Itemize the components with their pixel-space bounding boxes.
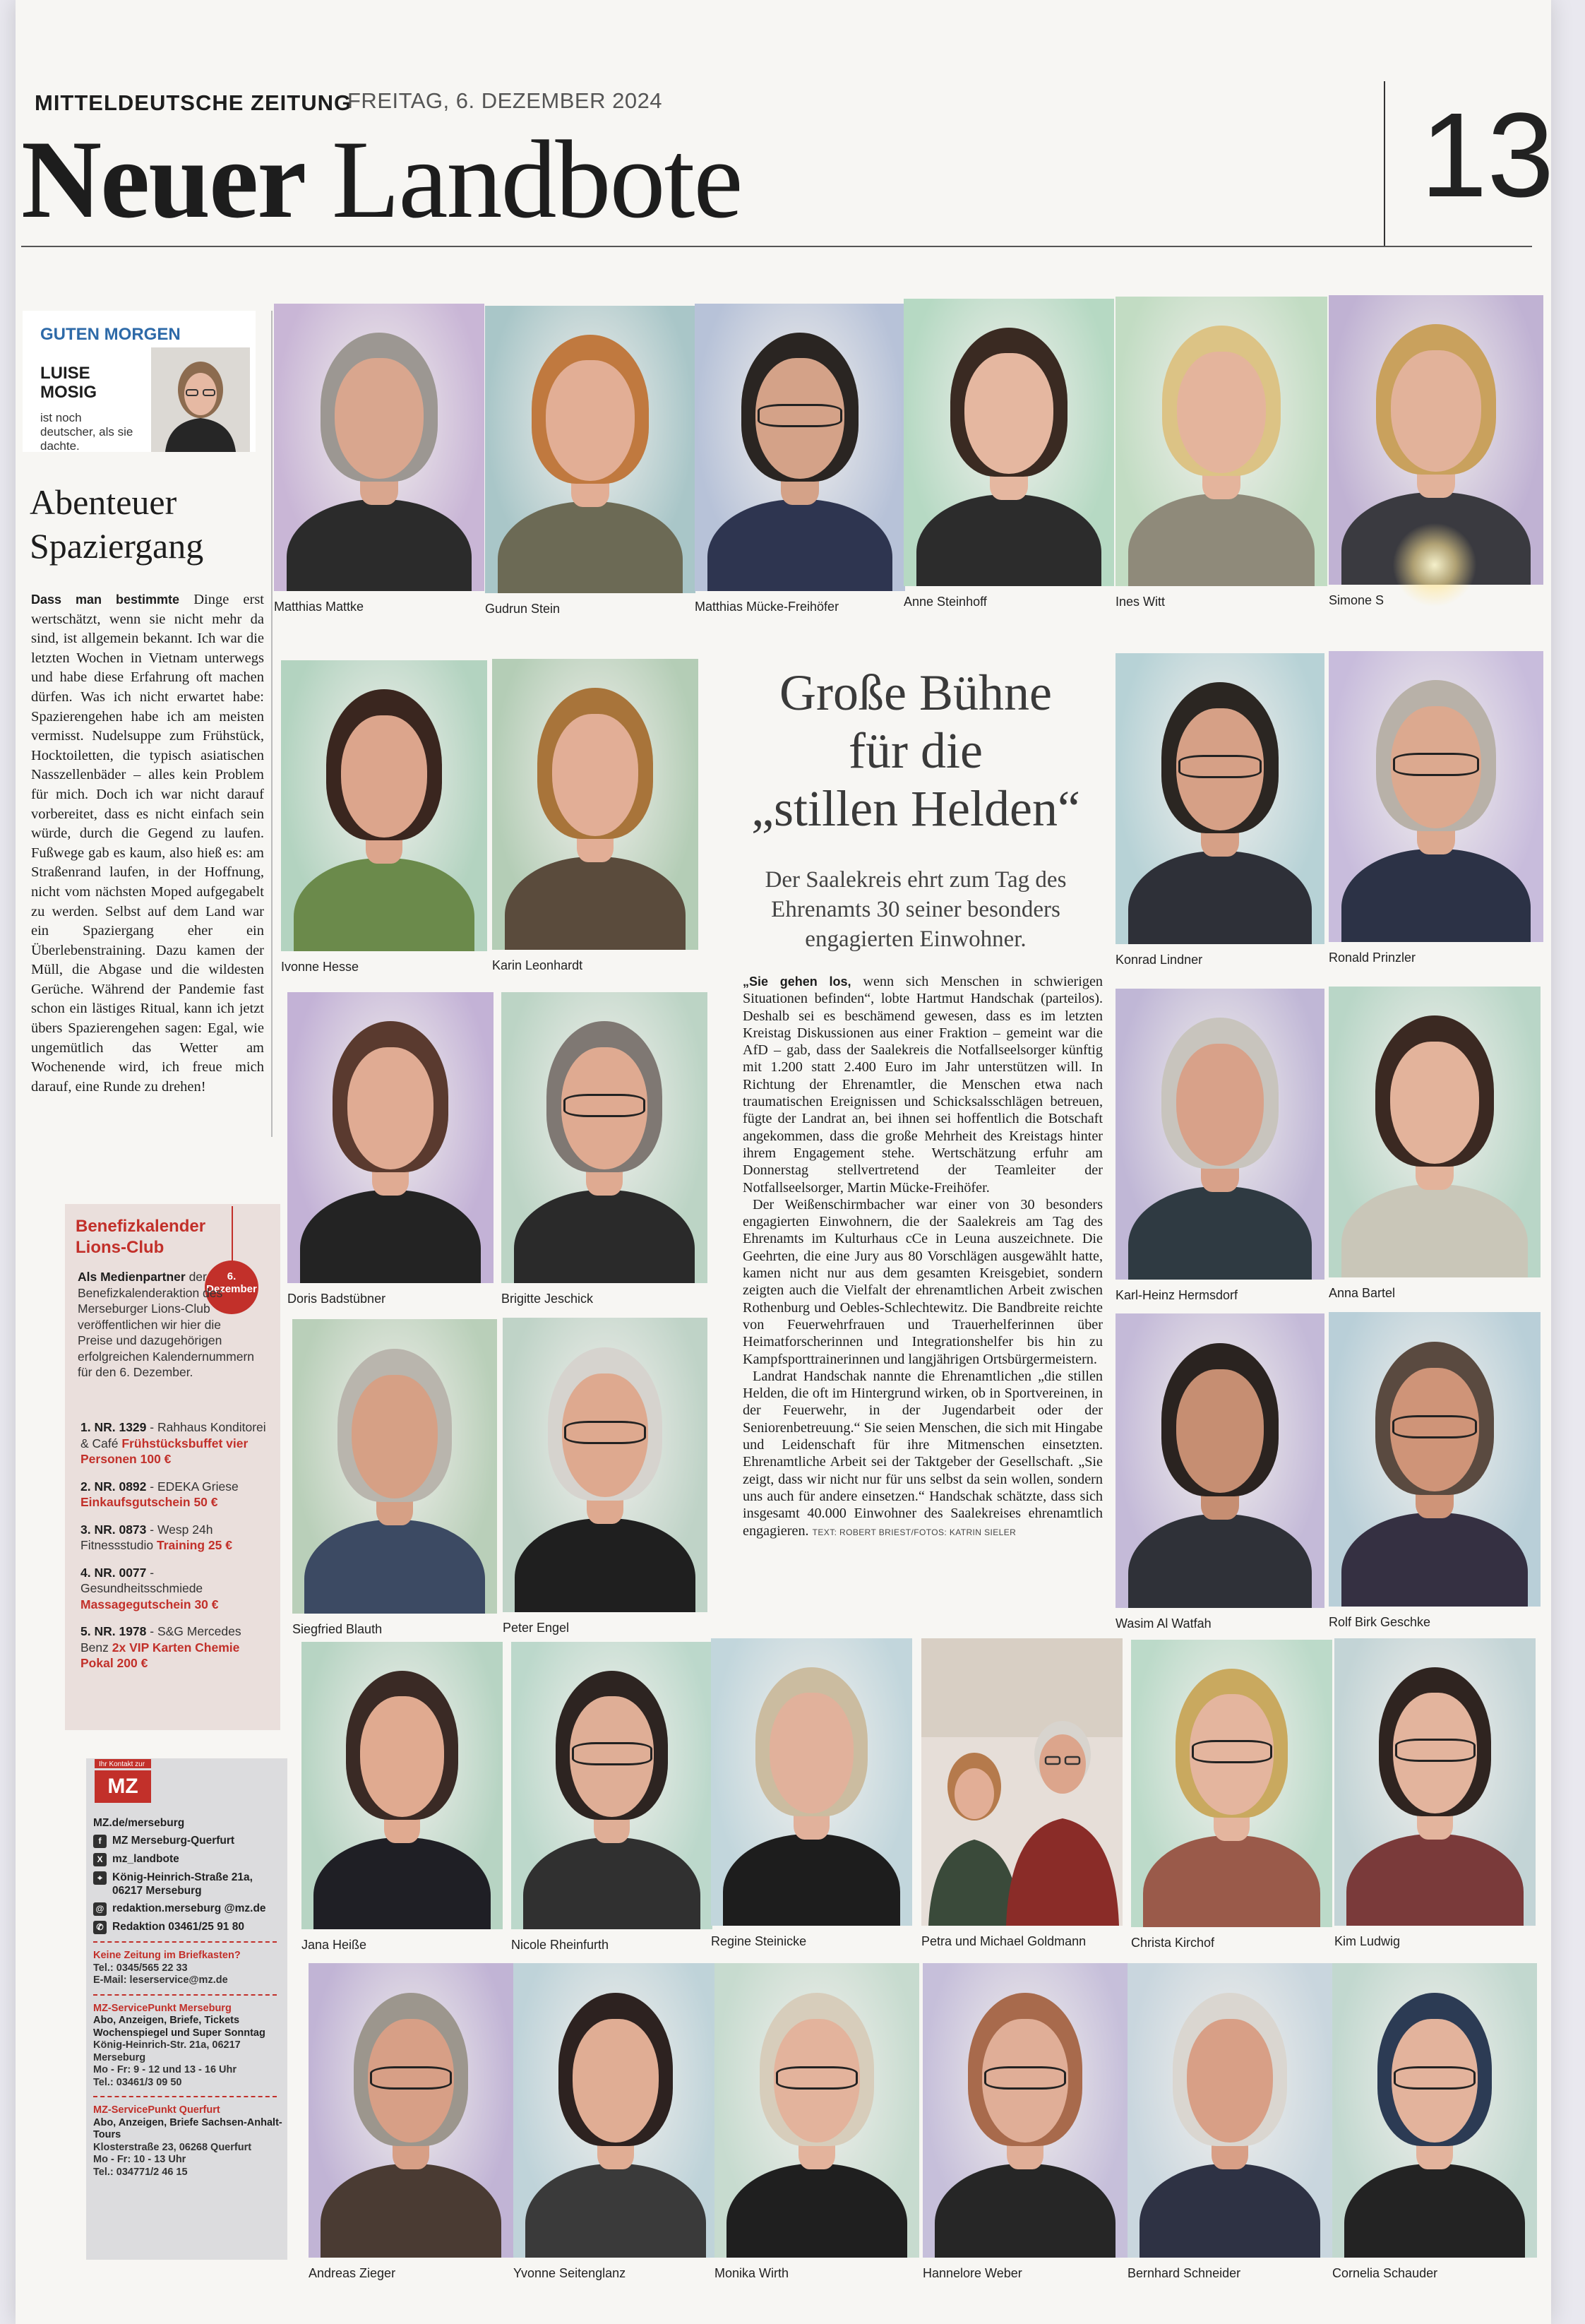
article-title-line: Große Bühne [779, 665, 1052, 721]
honoree-portrait [1116, 297, 1327, 613]
honoree-portrait [1329, 1312, 1541, 1633]
portrait-photo [287, 992, 494, 1283]
portrait-caption: Simone S [1329, 593, 1384, 607]
delivery-info [93, 1950, 284, 1987]
portrait-photo [513, 1963, 718, 2258]
author-photo [151, 347, 250, 452]
portrait-photo [923, 1963, 1128, 2258]
service-items: Abo, Anzeigen, Briefe Sachsen-Anhalt-Tours [93, 2116, 282, 2140]
issue-date: FREITAG, 6. DEZEMBER 2024 [347, 88, 663, 113]
column-lead: Dass man bestimmte [31, 592, 180, 607]
location-icon: ⌖ [93, 1871, 107, 1885]
contact-divider [93, 2096, 277, 2097]
portrait-face [546, 360, 634, 481]
prize-sponsor: - EDEKA Griese [150, 1479, 239, 1494]
honoree-portrait [904, 299, 1114, 613]
portrait-glasses [776, 2066, 858, 2090]
honoree-portrait [513, 1963, 718, 2284]
contact-list [93, 1816, 284, 2184]
honoree-portrait-couple [921, 1638, 1123, 1953]
portrait-caption: Matthias Mücke-Freihöfer [695, 600, 839, 614]
honoree-portrait [714, 1963, 919, 2284]
benefiz-intro-text: der Benefizkalenderaktion des Merseburger Lions-Club veröffentlichen wir hier die Preise und dazugehörigen erfolgreichen Kalendernummern für den 6. Dezember. [78, 1270, 254, 1379]
column-text [31, 590, 264, 1097]
portrait-caption: Gudrun Stein [485, 602, 561, 616]
honoree-portrait [281, 660, 487, 978]
portrait-caption: Rolf Birk Geschke [1329, 1615, 1431, 1629]
portrait-caption: Regine Steinicke [711, 1934, 807, 1948]
portrait-caption: Brigitte Jeschick [501, 1292, 594, 1306]
portrait-face [964, 353, 1053, 474]
prize-sponsor: - S&G Mercedes Benz [80, 1624, 241, 1655]
portrait-photo [1332, 1963, 1537, 2258]
contact-phone[interactable] [93, 1920, 284, 1934]
portrait-glasses [1394, 2066, 1476, 2090]
honoree-portrait [695, 304, 905, 618]
portrait-face [1390, 1042, 1479, 1164]
contact-text: König-Heinrich-Straße 21a, 06217 Merseburg [112, 1871, 253, 1897]
portrait-face [552, 714, 639, 836]
portrait-face [1177, 352, 1266, 473]
section-title-light: Landbote [331, 118, 742, 242]
portrait-photo [1116, 297, 1327, 586]
portrait-face [341, 715, 428, 838]
portrait-glasses [1393, 753, 1479, 776]
portrait-photo [301, 1642, 503, 1929]
author-portrait-image [151, 347, 250, 452]
portrait-glasses [564, 1421, 646, 1444]
portrait-photo [1116, 653, 1324, 944]
portrait-photo [292, 1319, 497, 1614]
portrait-glasses [370, 2066, 452, 2090]
benefiz-intro-bold: Als Medienpartner [78, 1270, 186, 1284]
prize-value: Einkaufsgutschein 50 € [80, 1495, 218, 1509]
benefiz-intro [78, 1269, 254, 1381]
portrait-photo [1128, 1963, 1332, 2258]
email-icon: @ [93, 1902, 107, 1916]
date-badge-month: Dezember [206, 1283, 257, 1295]
honoree-portrait [923, 1963, 1128, 2284]
portrait-caption: Ines Witt [1116, 595, 1166, 609]
author-last-name: MOSIG [40, 383, 97, 402]
portrait-caption: Wasim Al Watfah [1116, 1616, 1212, 1631]
prize-value: Frühstücksbuffet vier Personen 100 € [80, 1436, 249, 1466]
camera-flash-glare [1392, 523, 1477, 607]
service-hours: Mo - Fr: 10 - 13 Uhr [93, 2154, 186, 2165]
honoree-portrait [1329, 987, 1541, 1304]
x-icon: X [93, 1853, 107, 1866]
portrait-photo [921, 1638, 1123, 1926]
contact-kicker: Ihr Kontakt zur [95, 1759, 151, 1768]
column-body: Dinge erst wertschätzt, wenn sie nicht mehr da sind, ist allgemein bekannt. Ich war die letzten Wochen in Vietnam unterwegs und habe diese Erfahrung oft machen dürfen. Was ich nicht erwartet habe: Spazierengehen habe ich am meisten vermisst. Nudelsuppe zum Frühstück, Hocktoiletten, die typisch asiatischen Nasszellenbäder – alles kein Problem für mich. Doch ich war nicht darauf vorbereitet, dass es nicht einfach sein würde, durch die Gegend zu laufen. Fußwege gab es kaum, also hieß es: am Straßenrand laufen, in der Hoffnung, nicht vom nächsten Moped aufgegabelt zu werden. Selbst auf dem Land war ein Spaziergang eher ein Überlebenstraining. Dazu kamen der Müll, die Abgase und die wildesten Gerüche. Während der Pandemie fast schon ein lästiges Ritual, kann ich jetzt übers Spazierengehen sagen: Egal, wie ungemütlich das Wetter am Wochenende wird, ich freue mich darauf, eine Runde zu drehen! [31, 592, 265, 1095]
article-lead: „Sie gehen los, [743, 975, 851, 989]
portrait-glasses [1395, 1739, 1476, 1762]
honoree-portrait [485, 306, 695, 620]
prize-sponsor: - Wesp 24h Fitnessstudio [80, 1522, 213, 1552]
honoree-portrait [1116, 989, 1324, 1306]
portrait-face [352, 1375, 438, 1498]
honoree-portrait [501, 992, 707, 1310]
portrait-face [1187, 2019, 1273, 2143]
prize-sponsor: - Gesundheitsschmiede [80, 1565, 203, 1595]
newspaper-page [16, 0, 1555, 2324]
portrait-caption: Yvonne Seitenglanz [513, 2266, 626, 2280]
article-body [743, 973, 1103, 1541]
article-paragraph [743, 973, 1103, 1196]
page-number-divider [1384, 81, 1385, 247]
portrait-photo [492, 659, 698, 950]
prize-number: 4. NR. 0077 [80, 1565, 147, 1580]
portrait-caption: Siegfried Blauth [292, 1622, 383, 1636]
portrait-caption: Andreas Zieger [309, 2266, 396, 2280]
column-headline: Abenteuer Spaziergang [30, 482, 204, 566]
prize-number: 3. NR. 0873 [80, 1522, 147, 1537]
prize-item [80, 1623, 271, 1672]
article-paragraph [743, 1368, 1103, 1541]
honoree-portrait [711, 1638, 912, 1953]
prize-item [80, 1565, 271, 1613]
contact-facebook[interactable] [93, 1834, 284, 1848]
portrait-photo [501, 992, 707, 1283]
prize-list [80, 1419, 271, 1683]
honoree-portrait [1332, 1963, 1537, 2284]
column-divider [271, 311, 273, 1137]
delivery-phone: Tel.: 0345/565 22 33 [93, 1962, 188, 1974]
service-title: MZ-ServicePunkt Querfurt [93, 2104, 220, 2116]
service-point-merseburg [93, 2003, 284, 2090]
prize-sponsor: - Rahhaus Konditorei & Café [80, 1420, 266, 1450]
portrait-photo [1131, 1640, 1332, 1927]
date-badge-day: 6. [227, 1270, 237, 1282]
portrait-caption: Karin Leonhardt [492, 958, 583, 972]
portrait-photo [485, 306, 695, 593]
portrait-photo [1116, 1313, 1324, 1608]
portrait-caption: Konrad Lindner [1116, 953, 1203, 967]
mz-logo: MZ [95, 1770, 151, 1803]
portrait-caption: Ronald Prinzler [1329, 951, 1416, 965]
article-title-line: für die [849, 722, 983, 779]
portrait-glasses [1178, 755, 1262, 778]
contact-text: MZ.de/merseburg [93, 1817, 185, 1829]
service-point-querfurt [93, 2104, 284, 2179]
portrait-face [770, 1693, 854, 1813]
service-title: MZ-ServicePunkt Merseburg [93, 2002, 232, 2014]
page-number: 13 [1420, 88, 1555, 222]
honoree-portrait [503, 1318, 707, 1639]
prize-number: 5. NR. 1978 [80, 1624, 147, 1638]
portrait-photo [711, 1638, 912, 1926]
article-title [714, 664, 1117, 838]
portrait-caption: Hannelore Weber [923, 2266, 1022, 2280]
portrait-caption: Christa Kirchof [1131, 1936, 1215, 1950]
article-title-line: „stillen Helden“ [751, 780, 1080, 837]
portrait-photo [695, 304, 905, 591]
honoree-portrait [1131, 1640, 1332, 1954]
prize-value: 2x VIP Karten Chemie Pokal 200 € [80, 1640, 240, 1670]
portrait-face [1176, 1369, 1264, 1493]
portrait-face [360, 1696, 445, 1817]
section-title-bold: Neuer [21, 118, 306, 242]
portrait-caption: Petra und Michael Goldmann [921, 1934, 1087, 1948]
service-hours: Mo - Fr: 9 - 12 und 13 - 16 Uhr [93, 2064, 237, 2075]
portrait-caption: Bernhard Schneider [1128, 2266, 1241, 2280]
portrait-caption: Kim Ludwig [1334, 1934, 1401, 1948]
contact-x[interactable] [93, 1852, 284, 1866]
contact-text: Redaktion 03461/25 91 80 [112, 1921, 244, 1933]
contact-text: mz_landbote [112, 1853, 179, 1865]
portrait-photo [1329, 651, 1543, 942]
service-phone: Tel.: 034771/2 46 15 [93, 2166, 188, 2178]
portrait-caption: Nicole Rheinfurth [511, 1938, 609, 1952]
prize-item [80, 1522, 271, 1554]
portrait-caption: Peter Engel [503, 1621, 570, 1635]
portrait-glasses [1192, 1740, 1272, 1763]
portrait-photo [511, 1642, 712, 1929]
portrait-caption: Monika Wirth [714, 2266, 789, 2280]
portrait-caption: Anna Bartel [1329, 1286, 1396, 1300]
portrait-glasses [758, 404, 842, 427]
honoree-portrait [292, 1319, 497, 1640]
portrait-photo [503, 1318, 707, 1612]
prize-value: Massagegutschein 30 € [80, 1597, 219, 1611]
contact-text: MZ Merseburg-Querfurt [112, 1835, 235, 1847]
prize-item [80, 1419, 271, 1467]
honoree-portrait [492, 659, 698, 977]
portrait-photo [1116, 989, 1324, 1280]
honoree-portrait [309, 1963, 513, 2284]
honoree-portrait [511, 1642, 712, 1956]
honoree-portrait [1329, 651, 1543, 969]
portrait-face [573, 2019, 659, 2143]
article-text: wenn sich Menschen in schwierigen Situationen befinden“, lobte Hartmut Handschak (parteilos). Deshalb sei es beschämend gewesen, dass es im letzten Kreistag Diskussionen aus einer Fraktion – gemeint war die AfD – gab, dass der Saalekreis die Notfallseelsorger künftig mit 1.200 statt 2.400 Euro im Jahr unterstützen will. In Richtung der Ehrenamtler, die Menschen etwa nach traumatischen Ereignissen und Schicksalsschlägen betreuen, fügte der Landrat an, bei ihnen sei hoffentlich die Botschaft angekommen, dass die große Mehrheit des Kreistags hinter ihrem Engagement stehe. Wertschätzung erfuhr am Donnerstag stellvertretend der Teamleiter der Notfallseelsorger, Martin Mücke-Freihöfer. [743, 974, 1103, 1196]
phone-icon: ✆ [93, 1921, 107, 1934]
contact-address [93, 1871, 284, 1897]
portrait-photo [1329, 987, 1541, 1277]
article-deck: Der Saalekreis ehrt zum Tag des Ehrenamts 30 seiner besonders engagierten Einwohner. [765, 867, 1067, 952]
portrait-photo [1334, 1638, 1536, 1926]
portrait-photo [281, 660, 487, 951]
portrait-face [1176, 1044, 1264, 1166]
contact-divider [93, 1994, 277, 1996]
portrait-caption: Ivonne Hesse [281, 960, 359, 974]
benefiz-title: Benefizkalender Lions-Club [76, 1217, 206, 1257]
portrait-caption: Matthias Mattke [274, 600, 364, 614]
portrait-photo [1329, 1312, 1541, 1607]
portrait-photo [714, 1963, 919, 2258]
masthead-rule [21, 246, 1532, 247]
contact-email[interactable] [93, 1902, 284, 1916]
column-kicker: GUTEN MORGEN [40, 325, 181, 344]
contact-text: redaktion.merseburg @mz.de [112, 1902, 266, 1914]
section-title [21, 120, 742, 240]
portrait-photo [274, 304, 484, 591]
portrait-face [347, 1047, 434, 1169]
portrait-caption: Cornelia Schauder [1332, 2266, 1438, 2280]
portrait-caption: Anne Steinhoff [904, 595, 987, 609]
photo-credit: TEXT: ROBERT BRIEST/FOTOS: KATRIN SIELER [812, 1527, 1017, 1537]
portrait-caption: Karl-Heinz Hermsdorf [1116, 1288, 1238, 1302]
honoree-portrait [1116, 653, 1324, 971]
delivery-email: E-Mail: leserservice@mz.de [93, 1974, 228, 1986]
paper-name: MITTELDEUTSCHE ZEITUNG [35, 90, 352, 115]
prize-number: 2. NR. 0892 [80, 1479, 147, 1494]
honoree-portrait [1128, 1963, 1332, 2284]
service-phone: Tel.: 03461/3 09 50 [93, 2076, 182, 2088]
author-note: ist noch deutscher, als sie dachte. [40, 411, 133, 453]
prize-value: Training 25 € [156, 1538, 232, 1552]
honoree-portrait [301, 1642, 503, 1956]
portrait-glasses [984, 2066, 1066, 2090]
prize-number: 1. NR. 1329 [80, 1420, 147, 1434]
delivery-title: Keine Zeitung im Briefkasten? [93, 1950, 241, 1961]
honoree-portrait [1334, 1638, 1536, 1953]
article-text: Landrat Handschak nannte die Ehrenamtlichen „die stillen Helden, die oft im Hintergrund wirken, ob in Sportvereinen, in der Feuerwehr, in der Jugendarbeit oder der Seniorenbetreuung.“ Sie seien Menschen, die sich mit Hingabe und Leidenschaft für ihre Mitmenschen einsetzten. Ehrenamtliche Arbeit sei der Taktgeber der Gesellschaft. „Sie zeigt, dass wir nicht nur für uns selbst da sein wollen, sondern uns auch für andere einsetzen.“ Handschak schätzte, dass sich insgesamt 40.000 Einwohner des Saalekreises ehrenamtlich engagieren. [743, 1368, 1103, 1539]
portrait-photo [904, 299, 1114, 586]
portrait-caption: Jana Heiße [301, 1938, 367, 1952]
portrait-face [335, 358, 423, 479]
service-address: König-Heinrich-Str. 21a, 06217 Merseburg [93, 2039, 241, 2063]
facebook-icon: f [93, 1835, 107, 1848]
portrait-photo [309, 1963, 513, 2258]
honoree-portrait [1116, 1313, 1324, 1635]
service-address: Klosterstraße 23, 06268 Querfurt [93, 2141, 252, 2153]
portrait-glasses [563, 1094, 646, 1117]
contact-divider [93, 1941, 277, 1943]
honoree-portrait [274, 304, 484, 618]
honoree-portrait [287, 992, 494, 1310]
prize-item [80, 1479, 271, 1510]
ornament-string [232, 1206, 233, 1263]
portrait-caption: Doris Badstübner [287, 1292, 386, 1306]
portrait-glasses [1392, 1415, 1477, 1438]
portrait-glasses [572, 1742, 652, 1765]
service-items: Abo, Anzeigen, Briefe, Tickets Wochenspiegel und Super Sonntag [93, 2015, 265, 2039]
portrait-face [1391, 350, 1481, 472]
contact-website[interactable] [93, 1816, 284, 1830]
article-paragraph: Der Weißenschirmbacher war einer von 30 besonders engagierten Einwohnern, die der Saalekreis am Tag des Ehrenamts im Kulturhaus cCe in Leuna auszeichnete. Die Geehrten, die eine Jury aus 80 Vorschlägen ausgewählt hatte, kamen nicht nur aus dem gesamten Kreisgebiet, sondern zeigten auch die Vielfalt der ehrenamtlichen Arbeit zwischen Rothenburg und Oebles-Schlechtewitz. Die Bandbreite reichte von Feuerwehrfrauen und Trauerhelferinnen über Heimatforscherinnen und Integrationshelfer bis hin zu Kampfsporttrainerinnen und langjährigen Ortsbürgermeistern. [743, 1196, 1103, 1367]
author-first-name: LUISE [40, 364, 90, 383]
